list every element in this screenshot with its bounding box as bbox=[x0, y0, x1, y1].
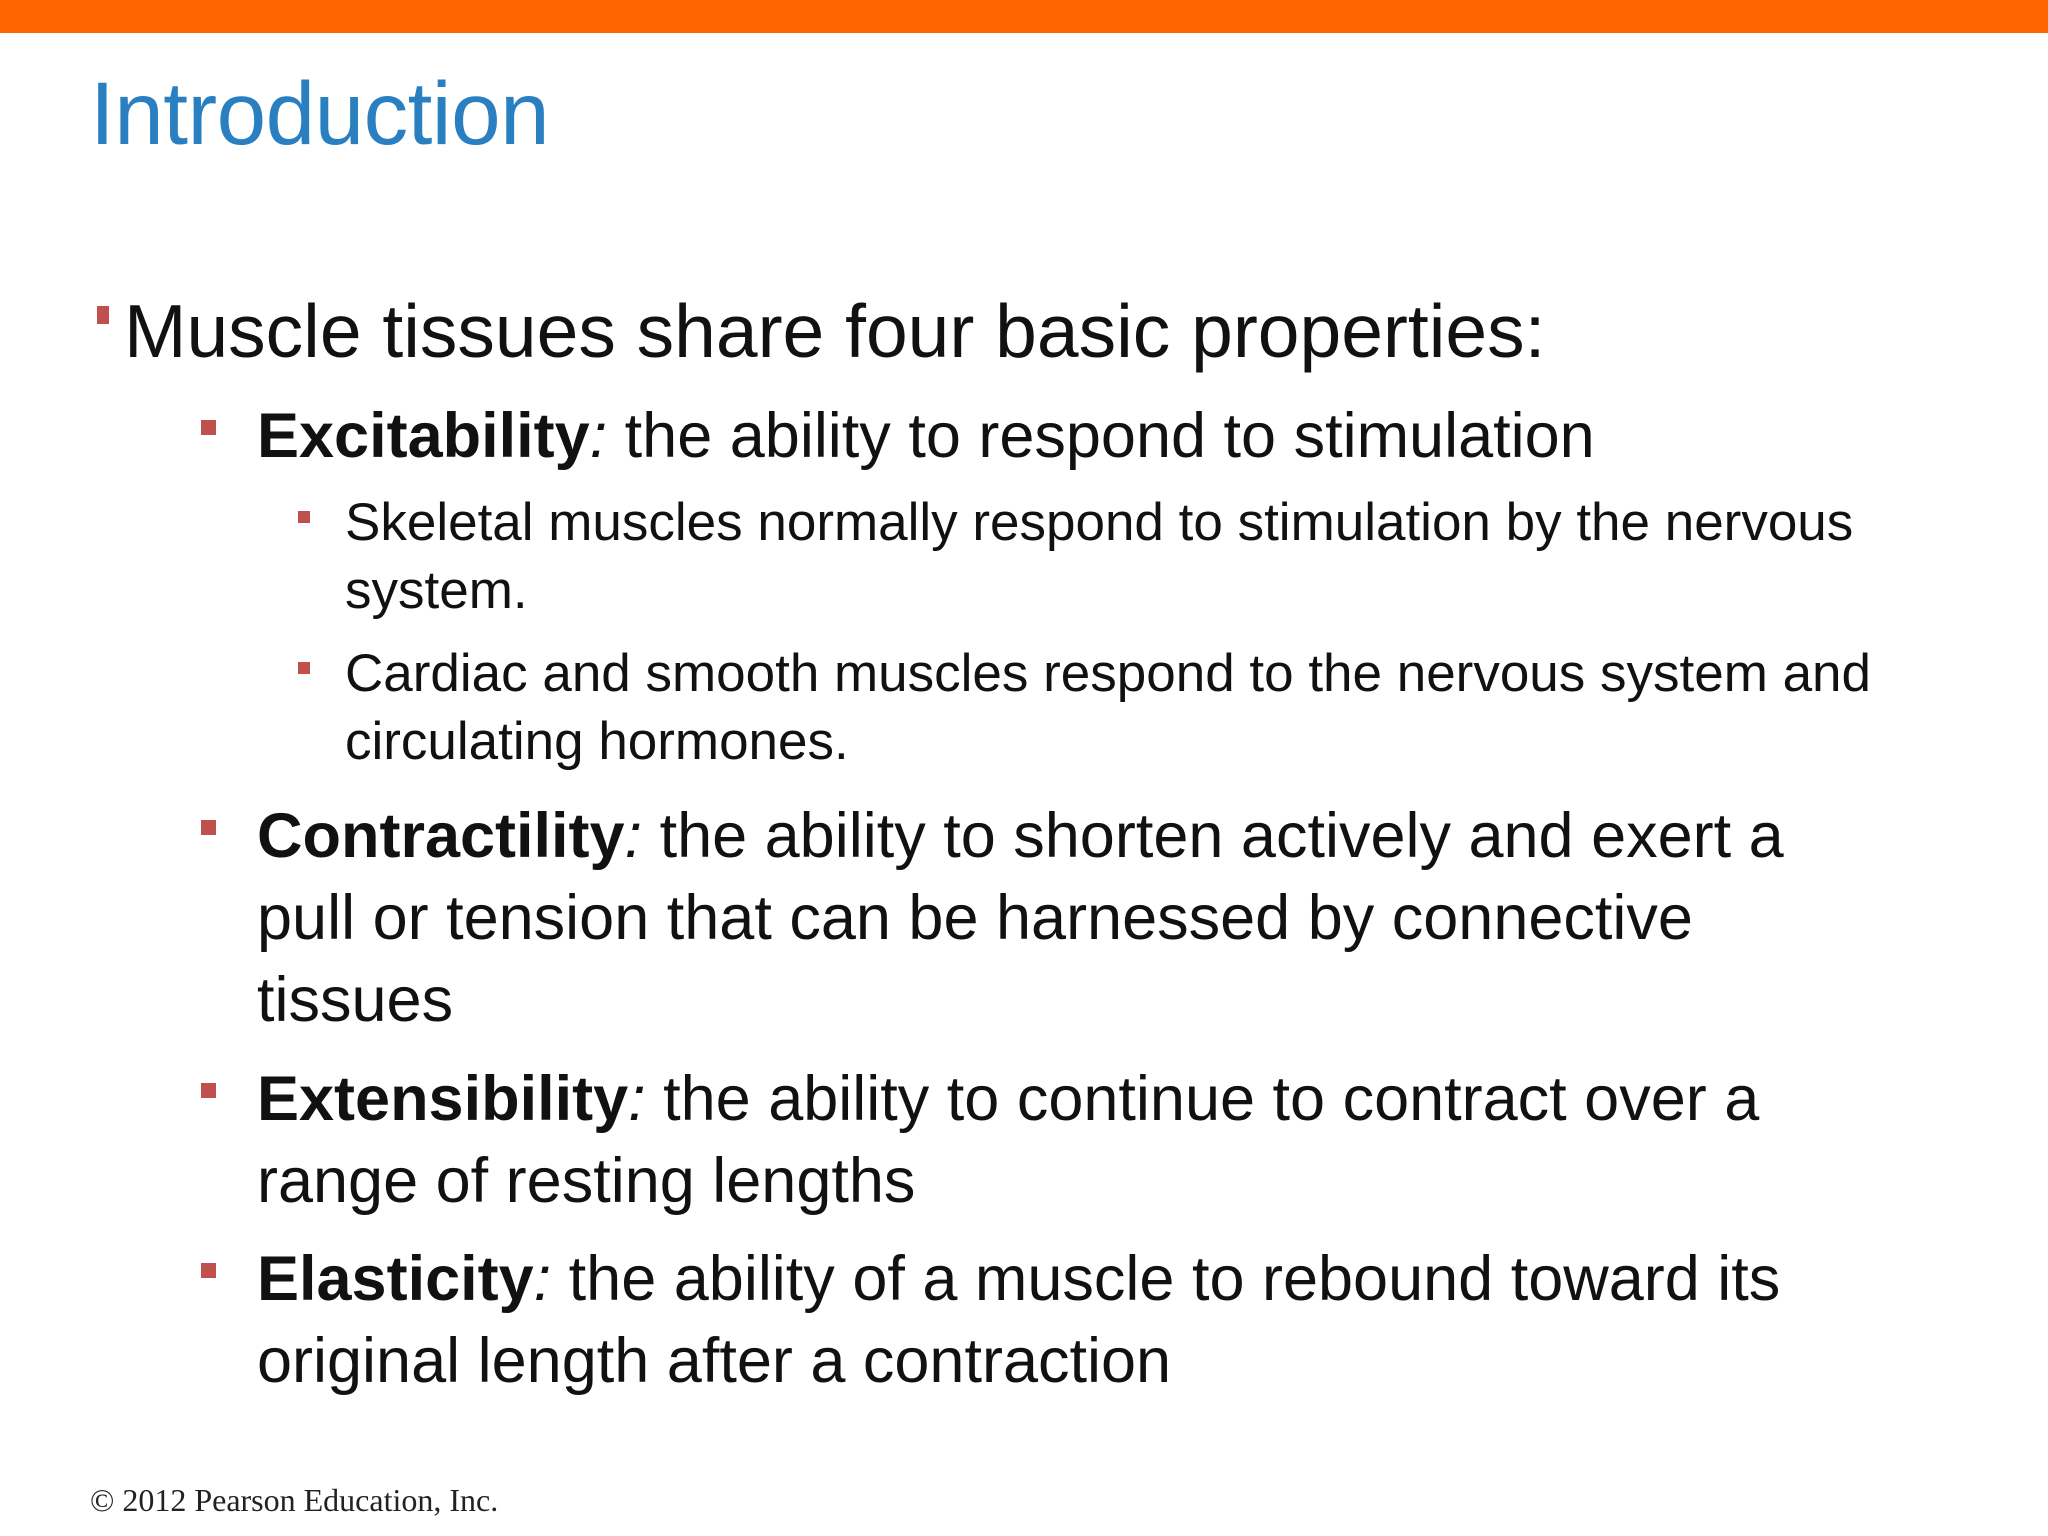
property-definition: the ability of a muscle to rebound toward its original length after a contraction bbox=[257, 1244, 1781, 1396]
property-term: Excitability bbox=[257, 401, 590, 471]
bullet-square-icon bbox=[201, 1263, 216, 1278]
main-point: Muscle tissues share four basic properties: bbox=[124, 289, 1546, 373]
property-contractility bbox=[257, 795, 1897, 1041]
property-colon: : bbox=[533, 1244, 552, 1314]
property-term: Extensibility bbox=[257, 1064, 629, 1134]
slide-title: Introduction bbox=[90, 63, 550, 163]
property-colon: : bbox=[589, 401, 608, 471]
property-colon: : bbox=[624, 801, 643, 871]
bullet-square-icon bbox=[201, 820, 216, 835]
detail-cardiac-smooth: Cardiac and smooth muscles respond to the nervous system and circulating hormones. bbox=[345, 644, 1872, 771]
bullet-square-icon bbox=[97, 306, 109, 324]
property-term: Elasticity bbox=[257, 1244, 534, 1314]
detail-skeletal: Skeletal muscles normally respond to stimulation by the nervous system. bbox=[345, 493, 1854, 620]
property-extensibility bbox=[257, 1058, 1897, 1222]
property-colon: : bbox=[628, 1064, 646, 1134]
bullet-square-icon bbox=[298, 662, 310, 674]
property-definition: the ability to respond to stimulation bbox=[607, 401, 1595, 471]
property-definition: the ability to continue to contract over a range of resting lengths bbox=[257, 1064, 1760, 1216]
property-definition: the ability to shorten actively and exert a pull or tension that can be harnessed by connective tissues bbox=[257, 801, 1784, 1035]
property-term: Contractility bbox=[257, 801, 625, 871]
copyright-footer: © 2012 Pearson Education, Inc. bbox=[90, 1482, 499, 1518]
top-accent-bar bbox=[0, 0, 2048, 33]
bullet-square-icon bbox=[201, 420, 216, 435]
property-excitability bbox=[257, 395, 1897, 477]
bullet-square-icon bbox=[298, 511, 310, 523]
bullet-square-icon bbox=[201, 1083, 216, 1098]
property-elasticity bbox=[257, 1238, 1897, 1402]
